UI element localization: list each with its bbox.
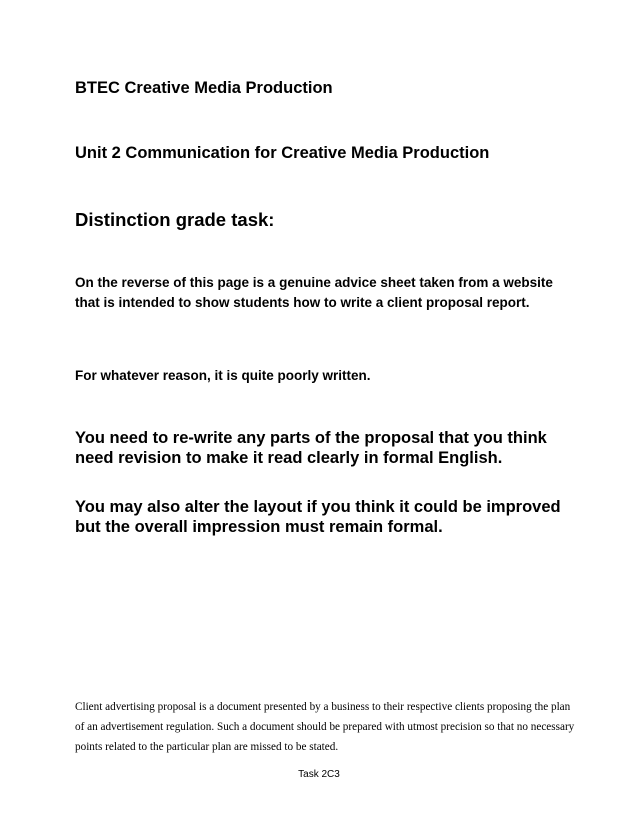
task-heading: Distinction grade task:	[75, 209, 275, 230]
advice-excerpt: Client advertising proposal is a document presented by a business to their respective clients proposing the plan of an advertisement regulation. Such a document should be prepared with utmost precision so that no necessary points related to the particular plan are missed to be stated.	[75, 701, 575, 753]
quality-note: For whatever reason, it is quite poorly written.	[75, 368, 371, 383]
course-title: BTEC Creative Media Production	[75, 79, 333, 97]
rewrite-instruction: You need to re-write any parts of the proposal that you think need revision to make it read clearly in formal English.	[75, 429, 547, 467]
unit-title: Unit 2 Communication for Creative Media Production	[75, 144, 490, 162]
intro-paragraph: On the reverse of this page is a genuine advice sheet taken from a website that is intended to show students how to write a client proposal report.	[75, 275, 553, 310]
page-footer: Task 2C3	[298, 769, 340, 780]
layout-instruction: You may also alter the layout if you think it could be improved but the overall impression must remain formal.	[75, 498, 561, 536]
